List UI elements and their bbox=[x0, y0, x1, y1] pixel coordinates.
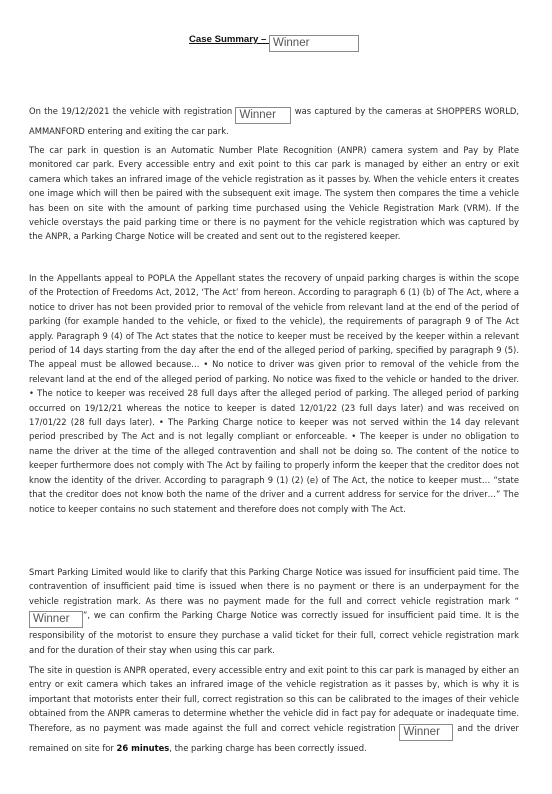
redaction-box: Winner bbox=[269, 35, 359, 52]
duration-emphasis: 26 minutes bbox=[116, 742, 170, 753]
paragraph-appellant-appeal: In the Appellants appeal to POPLA the Appellant states the recovery of unpaid parking charges is within the scope of the Protection of Freedoms Act, 2012, ‘The Act’ from hereon. According to paragraph 6 (1) (b) of The Act, where a notice to driver has not been provided prior to removal of the vehicle from relevant land at the end of the period of parking (for example handed to the vehicle, or fixed to the vehicle), the requirements of paragraph 9 of The Act apply. Paragraph 9 (4) of The Act states that the notice to keeper must be received by the keeper within a relevant period of 14 days starting from the day after the end of the alleged period of parking, specified by paragraph 9 (5). The appeal must be allowed because… • No notice to driver was given prior to removal of the vehicle from the relevant land at the end of the alleged period of parking. No notice was fixed to the vehicle or handed to the driver. • The notice to keeper was received 28 full days after the alleged period of parking. The alleged period of parking occurred on 19/12/21 whereas the notice to keeper is dated 12/01/22 (23 full days later) and was received on 17/01/22 (28 full days later). • The Parking Charge notice to keeper was not served within the 14 day relevant period prescribed by The Act and is not legally compliant or enforceable. • The keeper is under no obligation to name the driver at the time of the alleged contravention and shall not be doing so. The content of the notice to keeper furthermore does not comply with The Act by failing to properly inform the keeper that the creditor does not know the identity of the driver. According to paragraph 9 (1) (2) (e) of The Act, the notice to keeper must… “state that the creditor does not know both the name of the driver and a current address for service for the driver…” The notice to keeper contains no such statement and therefore does not comply with The Act. bbox=[29, 273, 519, 514]
paragraph-text: Smart Parking Limited would like to clarify that this Parking Charge Notice was issued for insufficient paid time. The contravention of insufficient paid time is issued when there is no payment or there is an underpayment for the vehicle registration mark. As there was no payment made for the full and correct vehicle registration mark “ bbox=[29, 567, 519, 606]
paragraph-incident bbox=[29, 104, 519, 138]
paragraph-text: and the driver remained on site for bbox=[29, 722, 519, 753]
paragraph-insufficient-paid-time bbox=[29, 565, 519, 657]
redaction-box: Winner bbox=[235, 107, 291, 124]
paragraph-text: On the 19/12/2021 the vehicle with registration bbox=[29, 106, 236, 116]
paragraph-anpr-conclusion bbox=[29, 663, 519, 755]
paragraph-text: , the parking charge has been correctly issued. bbox=[169, 742, 367, 753]
paragraph-text: was captured by the cameras at SHOPPERS WORLD, AMMANFORD entering and exiting the car park. bbox=[29, 106, 519, 136]
paragraph-text: ”, we can confirm the Parking Charge Notice was correctly issued for insufficient paid time. It is the responsibility of the motorist to ensure they purchase a valid ticket for their full, correct vehicle registration mark and for the duration of their stay when using this car park. bbox=[29, 610, 519, 655]
redaction-box: Winner bbox=[399, 724, 453, 741]
title-text: Case Summary – bbox=[189, 34, 269, 45]
page-title bbox=[29, 34, 519, 52]
paragraph-anpr-system: The car park in question is an Automatic Number Plate Recognition (ANPR) camera system and Pay by Plate monitored car park. Every accessible entry and exit point to this car park is managed by either an entry or exit camera which takes an infrared image of the vehicle registration as it passes by. When the vehicle enters it creates one image which will then be paired with the subsequent exit image. The system then compares the time a vehicle has been on site with the amount of parking time purchased using the Vehicle Registration Mark (VRM). If the vehicle overstays the paid parking time or there is no payment for the vehicle registration which was captured by the ANPR, a Parking Charge Notice will be created and sent out to the registered keeper. bbox=[29, 145, 519, 242]
redaction-box: Winner bbox=[29, 611, 83, 628]
paragraph-text: The site in question is ANPR operated, every accessible entry and exit point to this car park is managed by either an entry or exit camera which takes an infrared image of the vehicle registration as it passes by, which is why it is important that motorists enter their full, correct registration so this can be calibrated to the images of their vehicle obtained from the ANPR cameras to determine whether the vehicle did in fact pay for adequate or inadequate time. Therefore, as no payment was made against the full and correct vehicle registration bbox=[29, 665, 519, 733]
